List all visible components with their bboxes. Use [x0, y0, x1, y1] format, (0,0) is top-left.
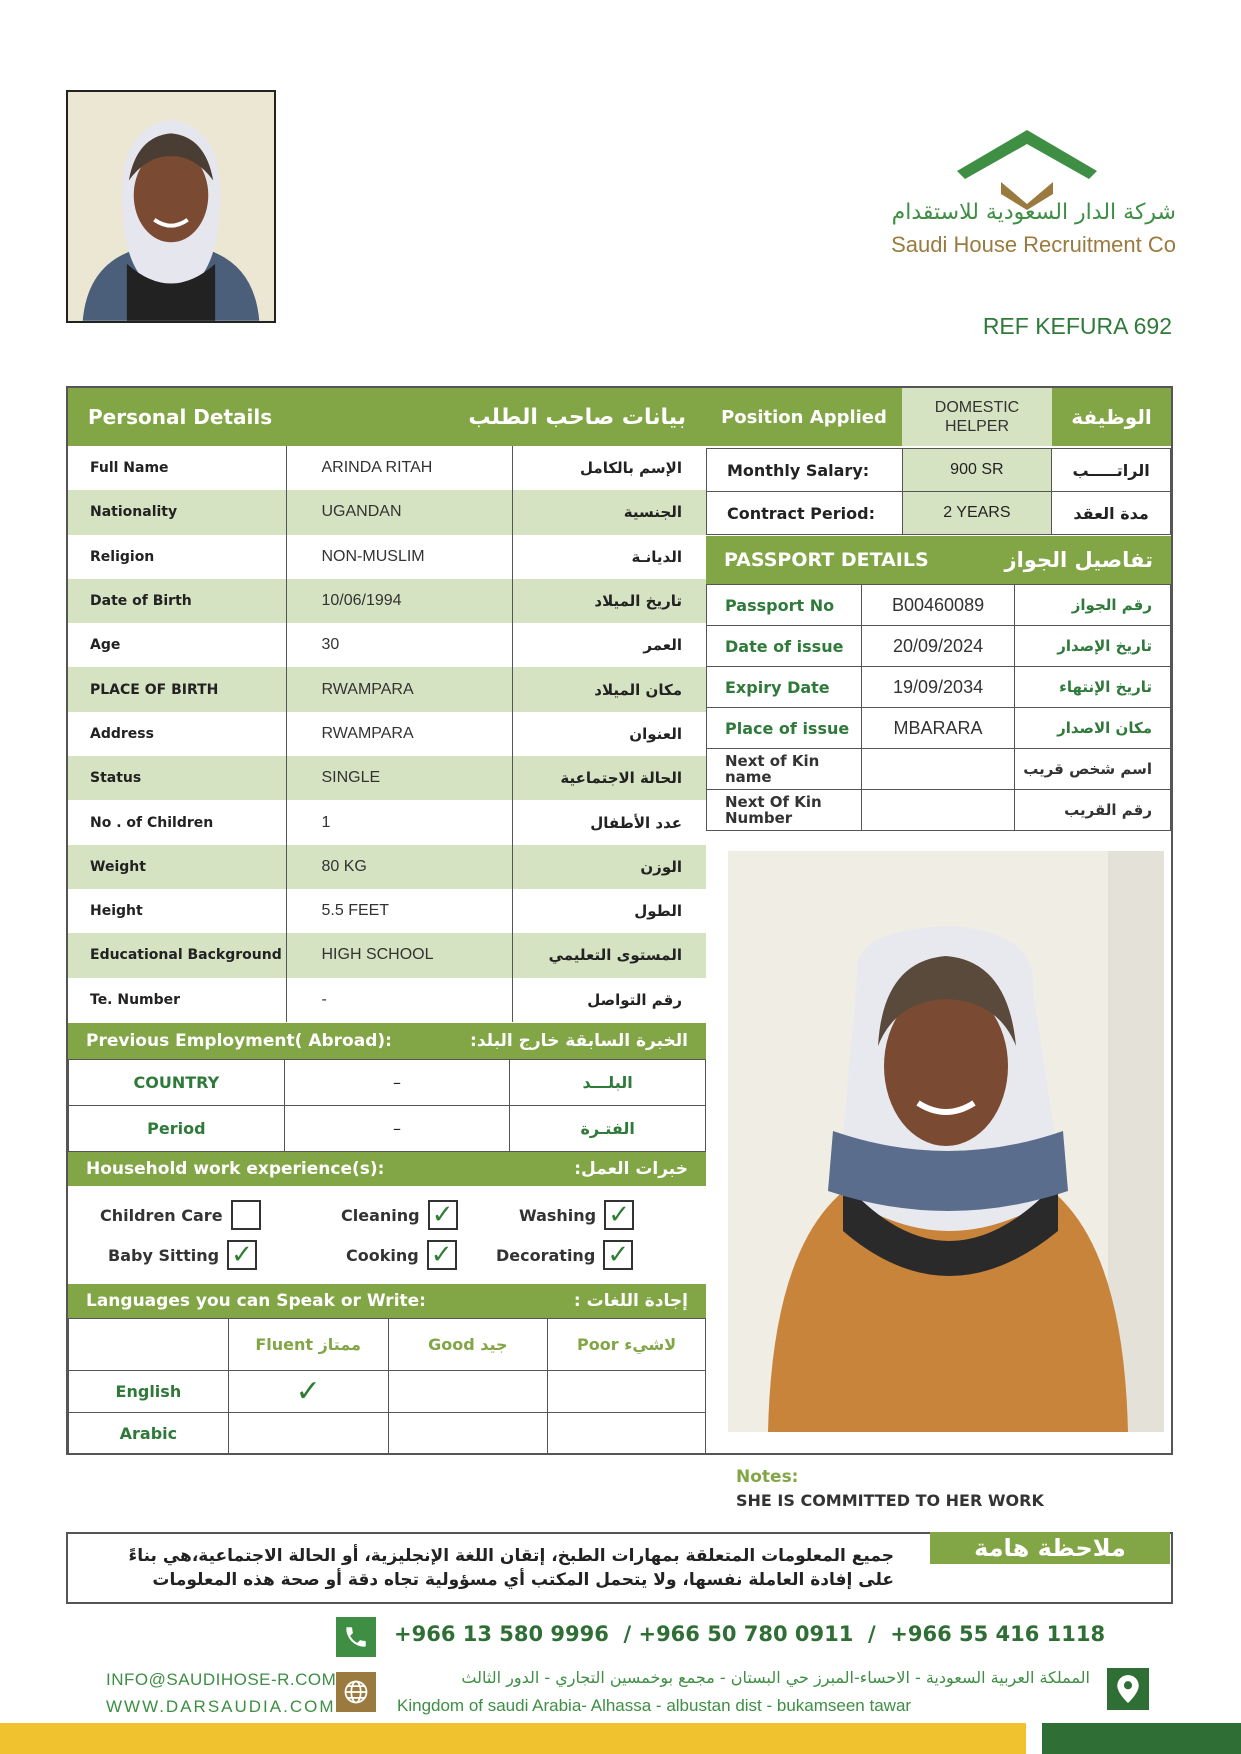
contract-table — [706, 448, 1171, 535]
skill-checkbox: ✓ — [427, 1240, 457, 1270]
table-row — [68, 978, 706, 1022]
field-value: RWAMPARA — [286, 712, 512, 756]
position-applied-label-ar: الوظيفة — [1052, 388, 1171, 446]
passport-table — [706, 584, 1171, 831]
field-label-ar: العنوان — [629, 724, 682, 743]
table-row — [68, 800, 706, 844]
english-poor-cell — [548, 1371, 706, 1413]
personal-details-table — [68, 446, 706, 1022]
previous-employment-title: Previous Employment( Abroad): — [86, 1031, 392, 1051]
passport-field-label-ar: تاريخ الإصدار — [1015, 626, 1171, 667]
skill-checkbox: ✓ — [603, 1240, 633, 1270]
field-label-ar: مكان الميلاد — [594, 680, 682, 699]
field-value: SINGLE — [286, 756, 512, 800]
field-label-ar: العمر — [643, 636, 682, 655]
email-address[interactable]: INFO@SAUDIHOSE-R.COM — [106, 1670, 337, 1689]
passport-field-value: B00460089 — [861, 585, 1015, 626]
previous-employment-table — [68, 1059, 706, 1152]
field-label: PLACE OF BIRTH — [68, 667, 286, 711]
field-label-ar: رقم التواصل — [587, 990, 682, 1009]
field-label: Religion — [68, 535, 286, 579]
arabic-good-cell — [388, 1413, 548, 1455]
passport-field-label-ar: رقم الجواز — [1015, 585, 1171, 626]
company-name-arabic: شركة الدار السعودية للاستقدام — [891, 200, 1176, 225]
skill-label: Washing — [519, 1205, 597, 1225]
period-value: – — [284, 1106, 510, 1152]
field-label: Height — [68, 889, 286, 933]
table-row — [68, 623, 706, 667]
table-row — [69, 1106, 706, 1152]
field-label: Nationality — [68, 490, 286, 534]
table-row — [69, 1413, 706, 1455]
table-row — [707, 449, 1171, 492]
field-value: - — [286, 978, 512, 1022]
languages-title-ar: إجادة اللغات : — [573, 1291, 688, 1311]
skill-checkbox: ✓ — [227, 1240, 257, 1270]
passport-field-label: Date of issue — [707, 626, 862, 667]
english-fluent-check: ✓ — [228, 1371, 388, 1413]
passport-field-label: Place of issue — [707, 708, 862, 749]
table-row — [707, 626, 1171, 667]
field-label: Address — [68, 712, 286, 756]
skill-washing — [519, 1200, 634, 1230]
passport-title: PASSPORT DETAILS — [724, 549, 929, 571]
applicant-photo-small — [66, 90, 276, 323]
country-value: – — [284, 1060, 510, 1106]
passport-header — [706, 536, 1171, 584]
table-row — [68, 667, 706, 711]
field-value: ARINDA RITAH — [286, 446, 512, 490]
field-value: NON-MUSLIM — [286, 535, 512, 579]
passport-field-label-ar: اسم شخص قريب — [1015, 749, 1171, 790]
field-label-ar: الطول — [634, 902, 682, 921]
arabic-fluent-cell — [228, 1413, 388, 1455]
language-arabic: Arabic — [69, 1413, 229, 1455]
skill-label: Baby Sitting — [108, 1245, 220, 1265]
location-pin-icon — [1107, 1668, 1149, 1710]
salary-label-ar: الراتـــــب — [1052, 449, 1171, 492]
field-label: Age — [68, 623, 286, 667]
field-label-ar: تاريخ الميلاد — [594, 592, 682, 611]
arabic-poor-cell — [548, 1413, 706, 1455]
table-row — [68, 579, 706, 623]
globe-icon — [336, 1672, 376, 1712]
household-title: Household work experience(s): — [86, 1159, 385, 1179]
personal-details-title: Personal Details — [88, 405, 273, 429]
passport-field-label-ar: مكان الاصدار — [1015, 708, 1171, 749]
applicant-photo-large — [728, 851, 1164, 1432]
languages-header-row — [69, 1319, 706, 1371]
position-applied-value: DOMESTIC HELPER — [902, 388, 1052, 446]
skill-checkbox: ✓ — [604, 1200, 634, 1230]
column-good: Good جيد — [388, 1319, 548, 1371]
household-title-ar: خبرات العمل: — [574, 1159, 688, 1179]
table-row — [68, 933, 706, 977]
column-fluent: Fluent ممتاز — [228, 1319, 388, 1371]
disclaimer-line-2: على إفادة العاملة نفسها، ولا يتحمل المكتب أي مسؤولية تجاه دقة أو صحة هذه المعلومات — [152, 1570, 894, 1590]
passport-field-value: 20/09/2024 — [861, 626, 1015, 667]
contract-period-label-ar: مدة العقد — [1052, 492, 1171, 535]
field-value: 30 — [286, 623, 512, 667]
disclaimer-text — [90, 1544, 894, 1592]
language-english: English — [69, 1371, 229, 1413]
field-label-ar: المستوى التعليمي — [548, 946, 682, 965]
passport-field-value — [861, 749, 1015, 790]
passport-field-label-ar: رقم القريب — [1015, 790, 1171, 831]
field-label-ar: الوزن — [640, 857, 682, 876]
languages-header — [68, 1284, 706, 1318]
field-label: Te. Number — [68, 978, 286, 1022]
passport-field-value — [861, 790, 1015, 831]
field-value: HIGH SCHOOL — [286, 933, 512, 977]
contract-period-label: Contract Period: — [707, 492, 903, 535]
languages-table — [68, 1318, 706, 1455]
field-label: Weight — [68, 845, 286, 889]
field-label: Educational Background — [68, 933, 286, 977]
table-row — [69, 1371, 706, 1413]
passport-field-value: 19/09/2034 — [861, 667, 1015, 708]
personal-details-header — [68, 388, 706, 446]
country-label: COUNTRY — [69, 1060, 285, 1106]
notes-text: SHE IS COMMITTED TO HER WORK — [736, 1491, 1044, 1510]
period-label: Period — [69, 1106, 285, 1152]
passport-field-label: Passport No — [707, 585, 862, 626]
skill-children-care — [100, 1200, 261, 1230]
field-value: 5.5 FEET — [286, 889, 512, 933]
reference-number: REF KEFURA 692 — [982, 313, 1172, 339]
field-value: RWAMPARA — [286, 667, 512, 711]
footer-bar-yellow — [0, 1723, 1026, 1754]
field-label-ar: الإسم بالكامل — [580, 459, 682, 478]
website-link[interactable]: WWW.DARSAUDIA.COM — [106, 1697, 336, 1716]
household-checklist — [68, 1186, 706, 1282]
field-value: 10/06/1994 — [286, 579, 512, 623]
previous-employment-title-ar: الخبرة السابقة خارج البلد: — [470, 1031, 688, 1051]
previous-employment-header — [68, 1023, 706, 1059]
field-label: Status — [68, 756, 286, 800]
phone-numbers[interactable]: +966 13 580 9996 / +966 50 780 0911 / +966 55 416 1118 — [394, 1622, 1106, 1646]
personal-details-title-ar: بيانات صاحب الطلب — [468, 404, 686, 430]
field-label-ar: عدد الأطفال — [590, 813, 682, 832]
skill-cooking — [346, 1240, 457, 1270]
table-row — [68, 535, 706, 579]
salary-value: 900 SR — [902, 449, 1052, 492]
period-label-ar: الفتـرة — [510, 1106, 706, 1152]
table-row — [707, 790, 1171, 831]
address-english: Kingdom of saudi Arabia- Alhassa - albustan dist - bukamseen tawar — [397, 1696, 912, 1715]
passport-title-ar: تفاصيل الجواز — [1004, 548, 1153, 572]
passport-field-label: Next Of Kin Number — [707, 790, 862, 831]
table-row — [707, 708, 1171, 749]
table-row — [68, 845, 706, 889]
important-note-badge: ملاحظة هامة — [930, 1532, 1170, 1564]
field-label: Full Name — [68, 446, 286, 490]
english-good-cell — [388, 1371, 548, 1413]
full-photo-image — [728, 851, 1164, 1432]
languages-title: Languages you can Speak or Write: — [86, 1291, 426, 1311]
table-row — [68, 756, 706, 800]
disclaimer-line-1: جميع المعلومات المتعلقة بمهارات الطبخ، إتقان اللغة الإنجليزية، أو الحالة الاجتماعية،هي بناءً — [128, 1546, 894, 1566]
company-name-english: Saudi House Recruitment Co — [891, 232, 1176, 257]
table-row — [707, 585, 1171, 626]
table-row — [69, 1060, 706, 1106]
skill-baby-sitting — [108, 1240, 257, 1270]
field-label-ar: الديانـة — [631, 547, 682, 566]
field-label-ar: الحالة الاجتماعية — [560, 769, 682, 788]
table-row — [68, 446, 706, 490]
portrait-image — [68, 92, 274, 321]
field-label-ar: الجنسية — [623, 503, 682, 522]
table-row — [68, 490, 706, 534]
skill-checkbox: ✓ — [428, 1200, 458, 1230]
passport-field-label: Next of Kin name — [707, 749, 862, 790]
skill-label: Cooking — [346, 1245, 419, 1265]
table-row — [68, 712, 706, 756]
household-header — [68, 1152, 706, 1186]
skill-cleaning — [341, 1200, 458, 1230]
skill-label: Children Care — [100, 1205, 223, 1225]
phone-icon — [336, 1617, 376, 1657]
passport-field-value: MBARARA — [861, 708, 1015, 749]
table-row — [707, 749, 1171, 790]
passport-field-label: Expiry Date — [707, 667, 862, 708]
field-label: No . of Children — [68, 800, 286, 844]
field-value: 80 KG — [286, 845, 512, 889]
skill-checkbox — [231, 1200, 261, 1230]
field-value: UGANDAN — [286, 490, 512, 534]
table-row — [707, 667, 1171, 708]
skill-decorating — [496, 1240, 633, 1270]
skill-label: Cleaning — [341, 1205, 420, 1225]
field-label: Date of Birth — [68, 579, 286, 623]
column-poor: Poor لاشيء — [548, 1319, 706, 1371]
passport-field-label-ar: تاريخ الإنتهاء — [1015, 667, 1171, 708]
country-label-ar: البلـــد — [510, 1060, 706, 1106]
salary-label: Monthly Salary: — [707, 449, 903, 492]
notes-label: Notes: — [736, 1467, 799, 1487]
position-applied-label: Position Applied — [706, 388, 902, 446]
address-arabic: المملكة العربية السعودية - الاحساء-المبرز حي البستان - مجمع بوخمسين التجاري - الدور الثالث — [461, 1668, 1090, 1687]
contract-period-value: 2 YEARS — [902, 492, 1052, 535]
skill-label: Decorating — [496, 1245, 596, 1265]
table-row — [68, 889, 706, 933]
field-value: 1 — [286, 800, 512, 844]
table-row — [707, 492, 1171, 535]
footer-bar-green — [1042, 1723, 1241, 1754]
empty-cell — [69, 1319, 229, 1371]
